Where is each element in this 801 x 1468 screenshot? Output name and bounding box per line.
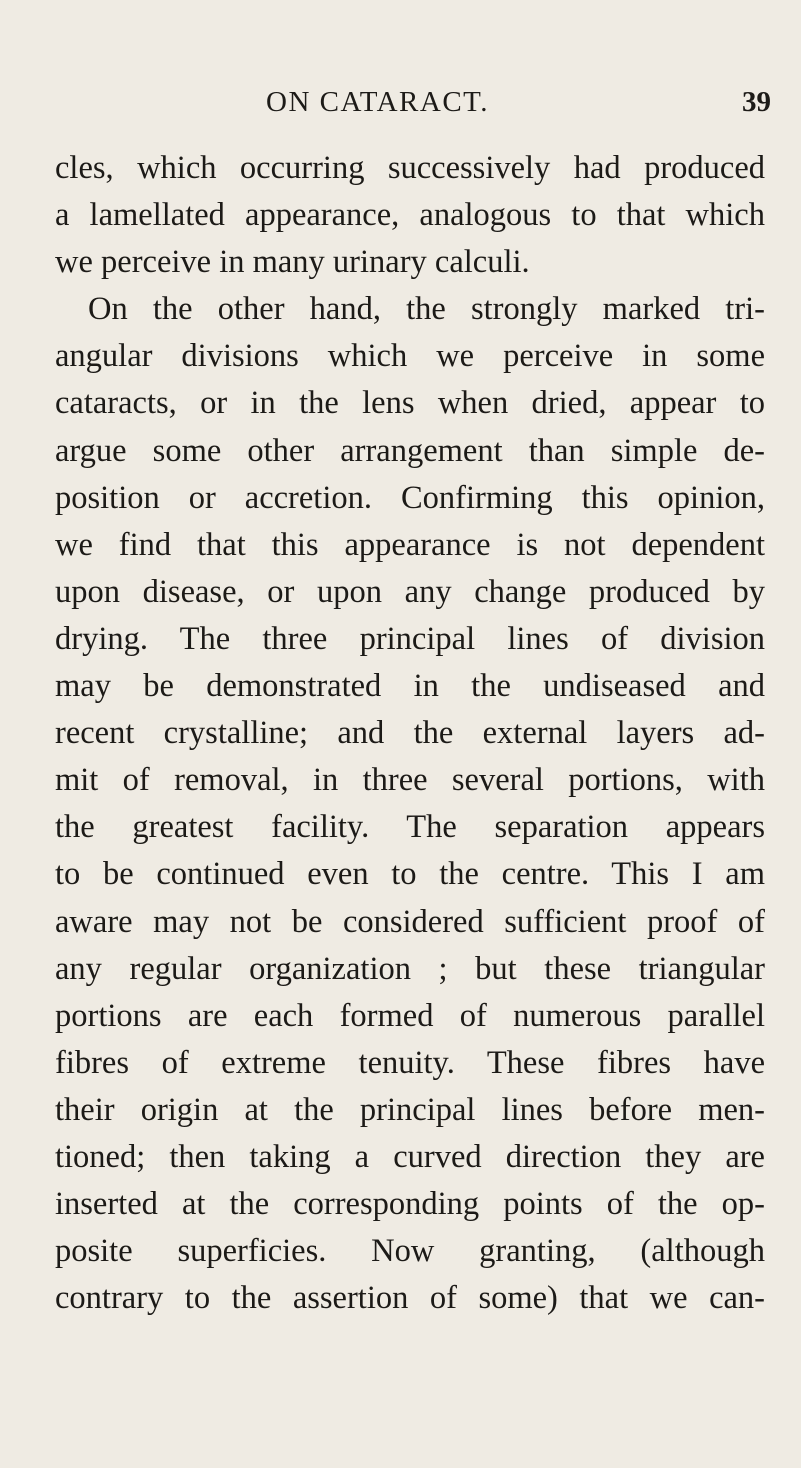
text-line: fibres of extreme tenuity. These fibres have [55, 1044, 765, 1081]
text-line: a lamellated appearance, analogous to that which [55, 197, 765, 234]
text-line: cles, which occurring successively had produced [55, 150, 765, 186]
text-line: upon disease, or upon any change produced by [55, 573, 765, 610]
text-line: cataracts, or in the lens when dried, appear to [55, 385, 765, 422]
paragraph-first-line: On the other hand, the strongly marked tri- [88, 291, 765, 328]
text-line: contrary to the assertion of some) that we can- [55, 1280, 765, 1317]
text-line: may be demonstrated in the undiseased and [55, 668, 765, 705]
body-text [55, 145, 765, 1322]
running-head [0, 84, 801, 120]
text-line: aware may not be considered sufficient proof of [55, 903, 765, 940]
text-line: the greatest facility. The separation appears [55, 809, 765, 846]
text-line: their origin at the principal lines before men- [55, 1091, 765, 1128]
text-line: we perceive in many urinary calculi. [55, 244, 530, 281]
running-title: ON CATARACT. [266, 86, 489, 118]
text-line: any regular organization ; but these triangular [55, 950, 765, 987]
text-line: drying. The three principal lines of division [55, 620, 765, 657]
text-line: inserted at the corresponding points of the op- [55, 1186, 765, 1223]
page-number: 39 [742, 86, 771, 118]
text-line: portions are each formed of numerous parallel [55, 997, 765, 1034]
text-line: recent crystalline; and the external layers ad- [55, 715, 765, 752]
text-line: to be continued even to the centre. This I am [55, 856, 765, 893]
text-line: posite superficies. Now granting, (although [55, 1233, 765, 1270]
text-line: we find that this appearance is not dependent [55, 526, 765, 563]
text-line: position or accretion. Confirming this opinion, [55, 479, 765, 516]
text-line: argue some other arrangement than simple de- [55, 432, 765, 469]
text-line: mit of removal, in three several portions, with [55, 762, 765, 799]
text-line: angular divisions which we perceive in some [55, 338, 765, 375]
text-line: tioned; then taking a curved direction they are [55, 1138, 765, 1175]
